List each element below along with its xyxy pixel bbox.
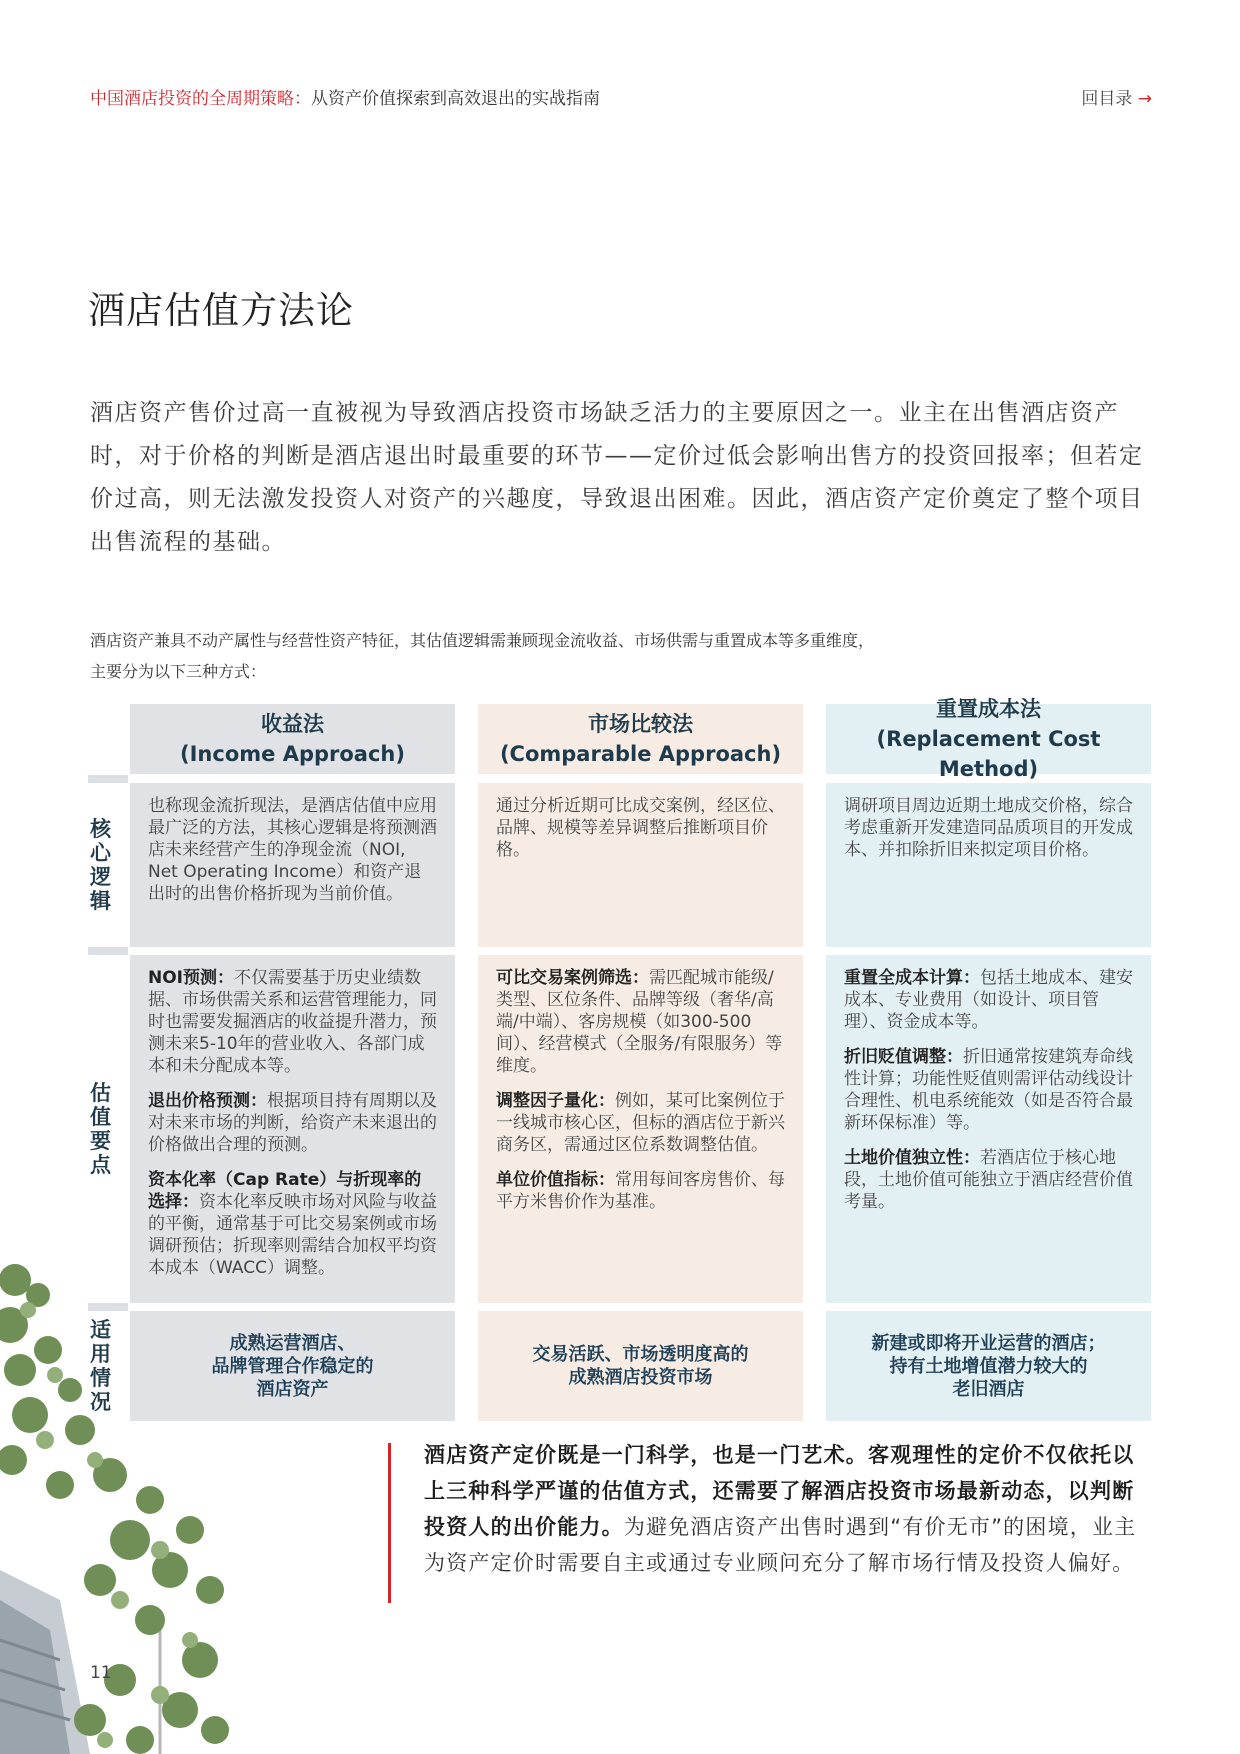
valuation-point xyxy=(844,967,1134,1033)
row-divider xyxy=(88,775,128,783)
cell-comparable-applicability xyxy=(478,1311,803,1421)
back-to-contents-link[interactable] xyxy=(1081,84,1152,109)
cell-replacement-points xyxy=(826,955,1151,1303)
valuation-point-key: 资本化率（Cap Rate）与折现率的选择： xyxy=(148,1170,422,1212)
valuation-point-key: 可比交易案例筛选： xyxy=(496,968,649,988)
applicability-line: 持有土地增值潜力较大的 xyxy=(889,1355,1088,1377)
cell-replacement-applicability xyxy=(826,1311,1151,1421)
pull-quote xyxy=(424,1437,1154,1581)
header-title-highlight: 中国酒店投资的全周期策略： xyxy=(90,89,311,109)
column-header-en: (Replacement Cost Method) xyxy=(876,727,1101,781)
intro-paragraph: 酒店资产售价过高一直被视为导致酒店投资市场缺乏活力的主要原因之一。业主在出售酒店资产时，对于价格的判断是酒店退出时最重要的环节——定价过低会影响出售方的投资回报率；但若定价过高，则无法激发投资人对资产的兴趣度，导致退出困难。因此，酒店资产定价奠定了整个项目出售流程的基础。 xyxy=(90,400,1144,555)
valuation-point xyxy=(844,1046,1134,1134)
applicability-line: 酒店资产 xyxy=(256,1378,329,1400)
valuation-point-text: 不仅需要基于历史业绩数据、市场供需关系和运营管理能力，同时也需要发掘酒店的收益提升潜力，预测未来5-10年的营业收入、各部门成本和未分配成本等。 xyxy=(148,968,437,1076)
pull-quote-bold: 酒店资产定价既是一门科学，也是一门艺术。客观理性的定价不仅依托以上三种科学严谨的估值方式，还需要了解酒店投资市场最新动态，以判断投资人的出价能力。 xyxy=(424,1443,1135,1539)
applicability-line: 成熟酒店投资市场 xyxy=(568,1367,713,1388)
valuation-point xyxy=(496,1169,786,1213)
cell-income-applicability xyxy=(130,1311,455,1421)
valuation-point-key: 单位价值指标： xyxy=(496,1170,615,1190)
row-label-core-logic: 核心逻辑 xyxy=(90,817,111,913)
cell-comparable-points xyxy=(478,955,803,1303)
valuation-point xyxy=(496,1090,786,1156)
column-header-cn: 市场比较法 xyxy=(588,712,693,736)
header-title-rest: 从资产价值探索到高效退出的实战指南 xyxy=(311,89,600,109)
valuation-point-key: NOI预测： xyxy=(148,968,235,988)
lead-text xyxy=(90,625,1152,687)
cell-comparable-logic: 通过分析近期可比成交案例，经区位、品牌、规模等差异调整后推断项目价格。 xyxy=(478,783,803,947)
applicability-line: 老旧酒店 xyxy=(952,1378,1025,1400)
column-header-en: (Income Approach) xyxy=(180,742,405,766)
valuation-point-text: 包括土地成本、建安成本、专业费用（如设计、项目管理）、资金成本等。 xyxy=(844,968,1133,1032)
applicability-line: 交易活跃、市场透明度高的 xyxy=(532,1344,749,1365)
valuation-point-key: 退出价格预测： xyxy=(148,1091,267,1111)
arrow-right-icon: → xyxy=(1137,89,1152,109)
column-header-cn: 重置成本法 xyxy=(936,697,1041,721)
row-label-applicability: 适用情况 xyxy=(90,1318,111,1414)
row-divider xyxy=(88,947,128,955)
cell-income-points xyxy=(130,955,455,1303)
column-header-cn: 收益法 xyxy=(261,712,324,736)
valuation-point-key: 调整因子量化： xyxy=(496,1091,615,1111)
page-number: 11 xyxy=(90,1663,112,1683)
lead-line-2: 主要分为以下三种方式： xyxy=(90,662,267,681)
valuation-point-text: 常用每间客房售价、每平方米售价作为基准。 xyxy=(496,1170,785,1212)
pull-quote-text: 为避免酒店资产出售时遇到“有价无市”的困境，业主为资产定价时需要自主或通过专业顾问充分了解市场行情及投资人偏好。 xyxy=(424,1515,1137,1575)
column-header-en: (Comparable Approach) xyxy=(499,742,782,766)
valuation-point xyxy=(148,1090,438,1156)
column-header-replacement xyxy=(826,697,1151,781)
valuation-point-text: 若酒店位于核心地段，土地价值可能独立于酒店经营价值考量。 xyxy=(844,1148,1133,1212)
valuation-point-key: 重置全成本计算： xyxy=(844,968,980,988)
valuation-point-key: 土地价值独立性： xyxy=(844,1148,980,1168)
valuation-point xyxy=(148,1169,438,1279)
valuation-point-key: 折旧贬值调整： xyxy=(844,1047,963,1067)
quote-accent-bar xyxy=(388,1443,391,1603)
valuation-point-text: 根据项目持有周期以及对未来市场的判断，给资产未来退出的价格做出合理的预测。 xyxy=(148,1091,437,1155)
valuation-point-text: 例如，某可比案例位于一线城市核心区，但标的酒店位于新兴商务区，需通过区位系数调整估值。 xyxy=(496,1091,785,1155)
column-header-comparable xyxy=(478,704,803,774)
page-title: 酒店估值方法论 xyxy=(88,289,354,332)
valuation-point xyxy=(844,1147,1134,1213)
lead-line-1: 酒店资产兼具不动产属性与经营性资产特征，其估值逻辑需兼顾现金流收益、市场供需与重置成本等多重维度， xyxy=(90,631,875,650)
row-divider xyxy=(88,1303,128,1311)
cell-income-logic: 也称现金流折现法，是酒店估值中应用最广泛的方法，其核心逻辑是将预测酒店未来经营产生的净现金流（NOI, Net Operating Income）和资产退出时的出售价格折现为当前价值。 xyxy=(130,783,455,947)
applicability-line: 新建或即将开业运营的酒店； xyxy=(871,1332,1106,1354)
valuation-point-text: 折旧通常按建筑寿命线性计算；功能性贬值则需评估动线设计合理性、机电系统能效（如是否符合最新环保标准）等。 xyxy=(844,1047,1133,1133)
back-to-contents-label: 回目录 xyxy=(1081,89,1133,109)
cell-replacement-logic: 调研项目周边近期土地成交价格，综合考虑重新开发建造同品质项目的开发成本、并扣除折旧来拟定项目价格。 xyxy=(826,783,1151,947)
valuation-point xyxy=(496,967,786,1077)
valuation-point-text: 需匹配城市能级/类型、区位条件、品牌等级（奢华/高端/中端）、客房规模（如300-500间）、经营模式（全服务/有限服务）等维度。 xyxy=(496,968,783,1076)
applicability-line: 品牌管理合作稳定的 xyxy=(211,1355,374,1377)
applicability-line: 成熟运营酒店、 xyxy=(229,1332,356,1354)
document-header-title xyxy=(90,84,600,109)
valuation-point-text: 资本化率反映市场对风险与收益的平衡，通常基于可比交易案例或市场调研预估；折现率则需结合加权平均资本成本（WACC）调整。 xyxy=(148,1192,437,1278)
row-label-valuation-points: 估值要点 xyxy=(90,1081,111,1177)
column-header-income xyxy=(130,704,455,774)
valuation-point xyxy=(148,967,438,1077)
